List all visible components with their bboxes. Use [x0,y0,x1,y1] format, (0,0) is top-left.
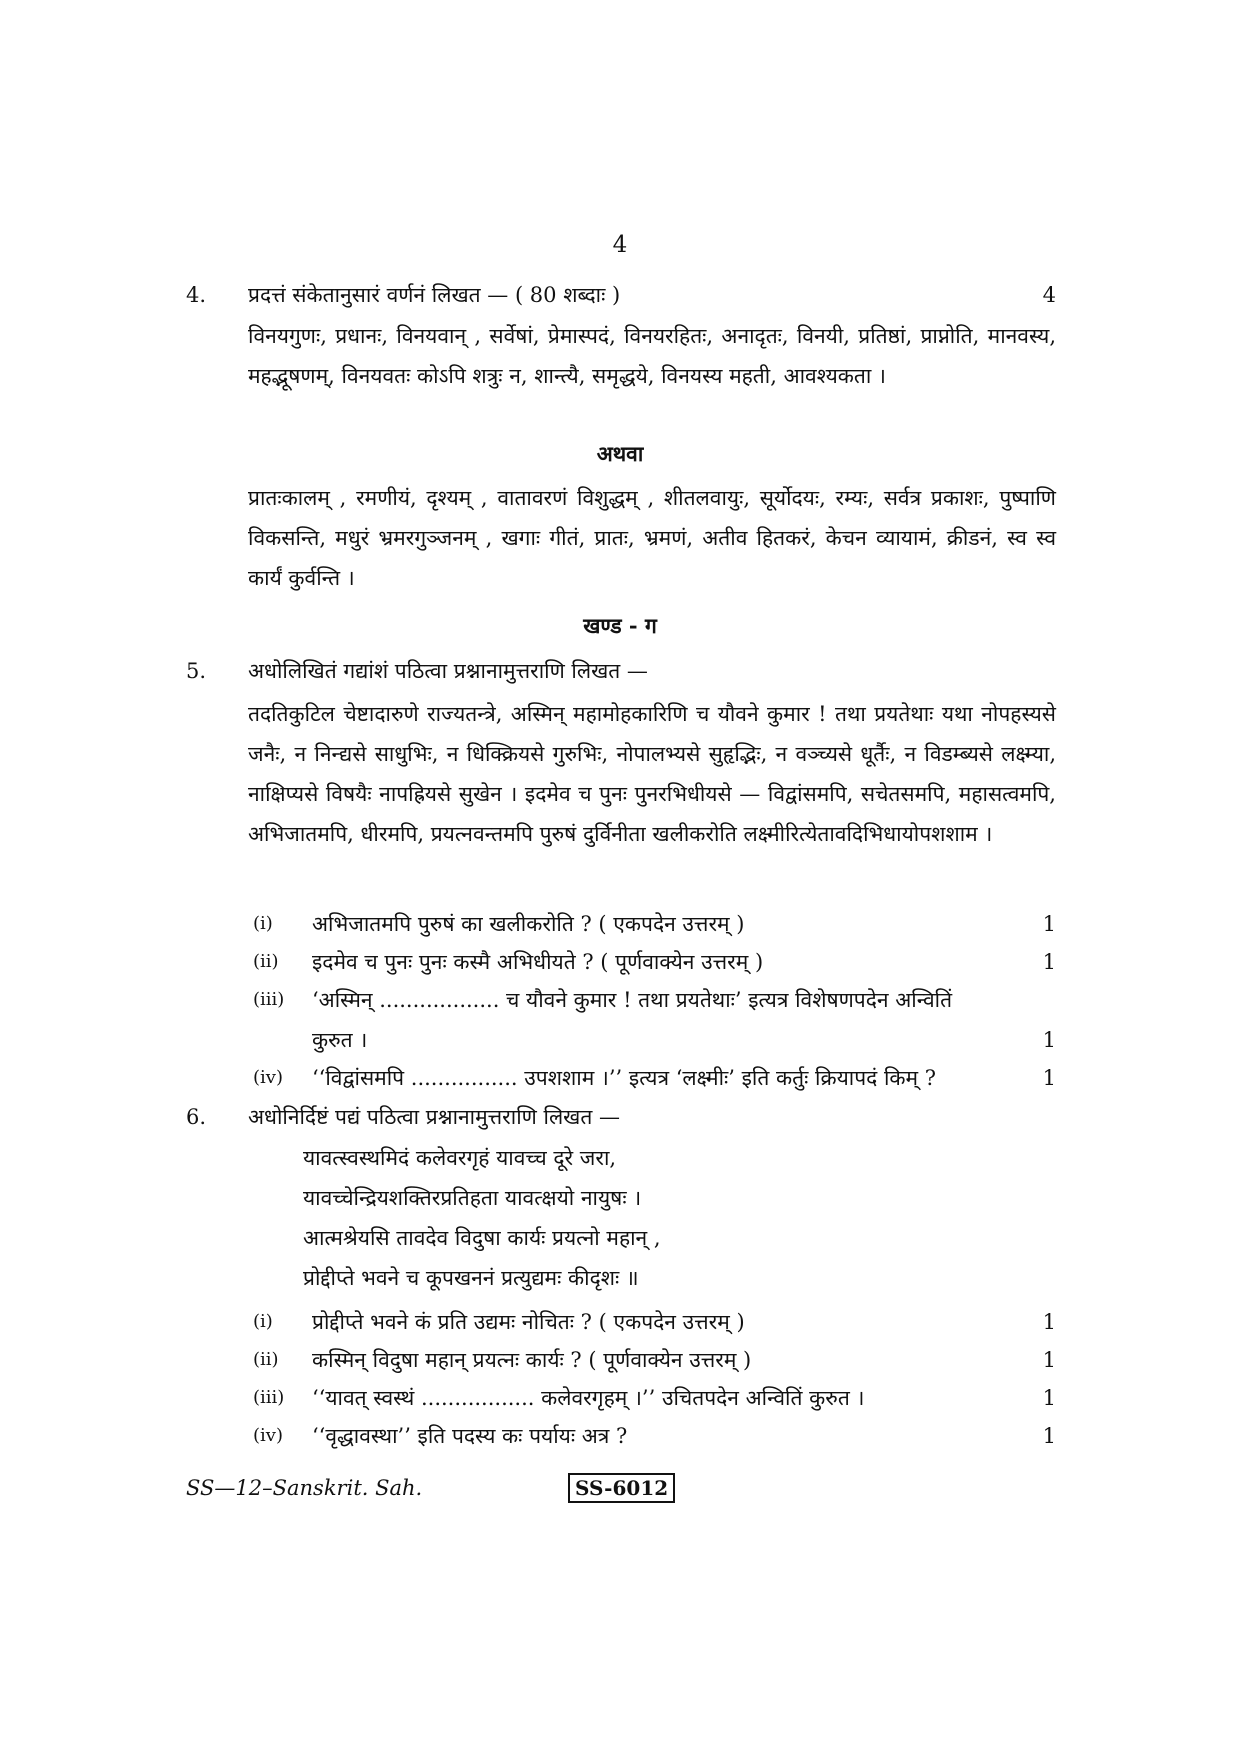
question-4-header [186,276,1056,314]
hint-words-paragraph: विनयगुणः, प्रधानः, विनयवान् , सर्वेषां, प्रेमास्पदं, विनयरहितः, अनादृतः, विनयी, प्रतिष्ठां, प्राप्नोति, मानवस्य, महद्भूषणम्, विनयवतः कोऽपि शत्रुः न, शान्त्यै, समृद्धये, विनयस्य महती, आवश्यकता । [248,324,1056,388]
sub-question-text: ‘‘यावत् स्वस्थं ................. कलेवरगृहम् ।’’ उचितपदेन अन्वितिं कुरुत । [312,1386,865,1410]
sub-question-label: (ii) [253,1349,279,1370]
sub-question-marks: 1 [1042,1386,1056,1410]
question-text: अधोनिर्दिष्टं पद्यं पठित्वा प्रश्नानामुत्तराणि लिखत — [248,1105,621,1129]
question-6-header [186,1098,1056,1136]
question-5-header [186,652,1056,690]
sub-question-marks: 1 [1042,1310,1056,1334]
verse-line: यावच्चेन्द्रियशक्तिरप्रतिहता यावत्क्षयो नायुषः । [303,1186,642,1210]
sub-question-label: (iii) [253,989,285,1010]
sub-question [248,980,1056,1020]
question-text: प्रदत्तं संकेतानुसारं वर्णनं लिखत — ( 80 शब्दाः ) [248,283,621,307]
sub-question [248,942,1056,982]
verse-line: यावत्स्वस्थमिदं कलेवरगृहं यावच्च दूरे जरा, [303,1146,617,1170]
footer-paper-title: SS—12–Sanskrit. Sah. [186,1476,423,1500]
sub-question-marks: 1 [1042,912,1056,936]
alternate-hint-words-paragraph: प्रातःकालम् , रमणीयं, दृश्यम् , वातावरणं विशुद्धम् , शीतलवायुः, सूर्योदयः, रम्यः, सर्वत्र प्रकाशः, पुष्पाणि विकसन्ति, मधुरं भ्रमरगुञ्जनम् , खगाः गीतं, प्रातः, भ्रमणं, अतीव हितकरं, केचन व्यायामं, क्रीडनं, स्व स्व कार्यं कुर्वन्ति । [248,486,1056,590]
sub-question [248,904,1056,944]
sub-question-label: (i) [253,1311,273,1332]
question-text: अधोलिखितं गद्यांशं पठित्वा प्रश्नानामुत्तराणि लिखत — [248,659,648,683]
prose-passage: तदतिकुटिल चेष्टादारुणे राज्यतन्त्रे, अस्मिन् महामोहकारिणि च यौवने कुमार ! तथा प्रयतेथाः यथा नोपहस्यसे जनैः, न निन्द्यसे साधुभिः, न धिक्क्रियसे गुरुभिः, नोपालभ्यसे सुहृद्भिः, न वञ्च्यसे धूर्तैः, न विडम्ब्यसे लक्ष्म्या, नाक्षिप्यसे विषयैः नापह्रियसे सुखेन । इदमेव च पुनः पुनरभिधीयसे — विद्वांसमपि, सचेतसमपि, महासत्वमपि, अभिजातमपि, धीरमपि, प्रयत्नवन्तमपि पुरुषं दुर्विनीता खलीकरोति लक्ष्मीरित्येतावदिभिधायोपशशाम । [248,702,1056,846]
question-number: 5. [186,659,207,683]
sub-question-text: ‘‘विद्वांसमपि ................ उपशशाम ।’’ इत्यत्र ‘लक्ष्मीः’ इति कर्तुः क्रियापदं किम् ? [312,1066,937,1090]
sub-question [248,1416,1056,1456]
sub-question-label: (iv) [253,1425,283,1446]
question-number: 6. [186,1105,207,1129]
page-number: 4 [612,232,628,258]
verse-line: प्रोद्दीप्ते भवने च कूपखननं प्रत्युद्यमः कीदृशः ॥ [303,1266,639,1290]
sub-question-text: कुरुत । [312,1028,368,1052]
sub-question [248,1378,1056,1418]
sub-question-text: कस्मिन् विदुषा महान् प्रयत्नः कार्यः ? ( पूर्णवाक्येन उत्तरम् ) [312,1348,752,1372]
sub-question-label: (i) [253,913,273,934]
question-marks: 4 [1042,283,1056,307]
sub-question [248,1302,1056,1342]
sub-question-label: (ii) [253,951,279,972]
sub-question-label: (iii) [253,1387,285,1408]
sub-question-marks: 1 [1042,1028,1056,1052]
sub-question-text: ‘अस्मिन् .................. च यौवने कुमार ! तथा प्रयतेथाः’ इत्यत्र विशेषणपदेन अन्वितिं [312,988,953,1012]
sub-question [248,1058,1056,1098]
sub-question-marks: 1 [1042,1066,1056,1090]
sub-question-marks: 1 [1042,1424,1056,1448]
footer-paper-code: SS-6012 [568,1473,675,1503]
sub-question-continuation [248,1020,1056,1060]
sub-question-text: इदमेव च पुनः पुनः कस्मै अभिधीयते ? ( पूर्णवाक्येन उत्तरम् ) [312,950,764,974]
question-number: 4. [186,283,207,307]
section-heading: खण्ड - ग [583,613,657,638]
sub-question-text: अभिजातमपि पुरुषं का खलीकरोति ? ( एकपदेन उत्तरम् ) [312,912,745,936]
sub-question-marks: 1 [1042,950,1056,974]
sub-question-text: ‘‘वृद्धावस्था’’ इति पदस्य कः पर्यायः अत्र ? [312,1424,628,1448]
sub-question-label: (iv) [253,1067,283,1088]
or-label: अथवा [596,441,644,466]
sub-question [248,1340,1056,1380]
sub-question-text: प्रोद्दीप्ते भवने कं प्रति उद्यमः नोचितः ? ( एकपदेन उत्तरम् ) [312,1310,745,1334]
sub-question-marks: 1 [1042,1348,1056,1372]
verse-line: आत्मश्रेयसि तावदेव विदुषा कार्यः प्रयत्नो महान् , [303,1226,661,1250]
